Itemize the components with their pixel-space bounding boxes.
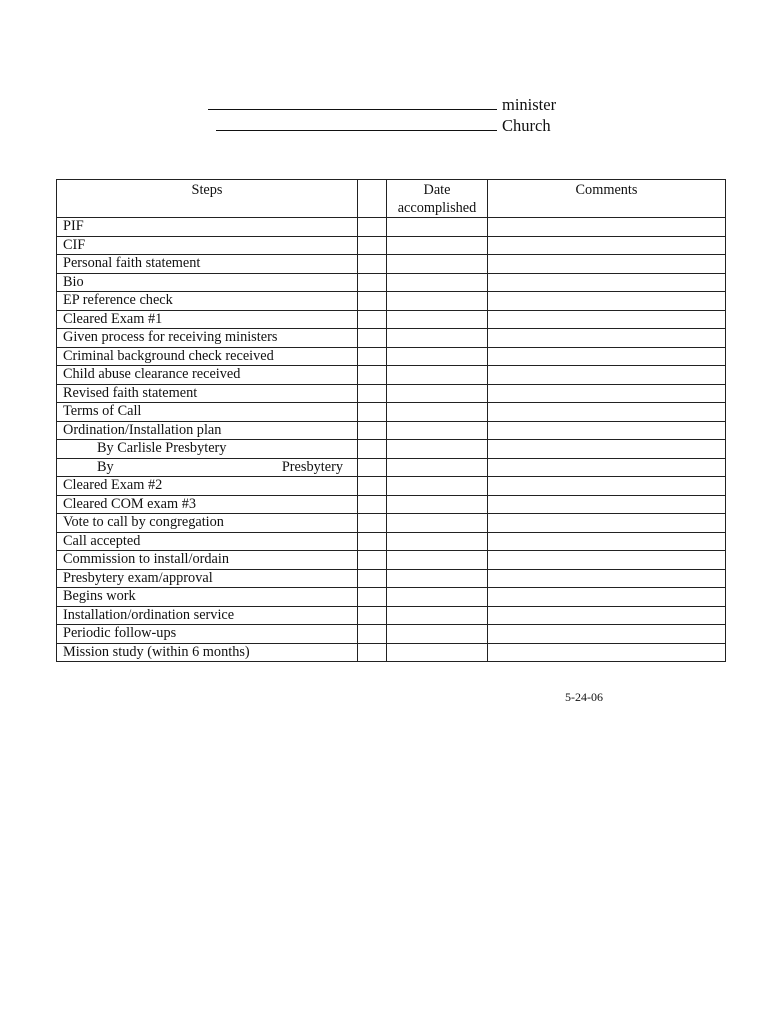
date-accomplished-cell[interactable] [387, 625, 488, 644]
table-row [57, 403, 726, 422]
check-cell[interactable] [358, 421, 387, 440]
check-cell[interactable] [358, 218, 387, 237]
check-cell[interactable] [358, 514, 387, 533]
church-label: Church [502, 116, 551, 135]
check-cell[interactable] [358, 236, 387, 255]
step-label-text: Commission to install/ordain [63, 551, 230, 568]
table-row [57, 532, 726, 551]
date-accomplished-cell[interactable] [387, 532, 488, 551]
table-row [57, 477, 726, 496]
check-column-header [358, 180, 387, 218]
table-row [57, 588, 726, 607]
comments-cell[interactable] [488, 532, 726, 551]
step-label-text: Installation/ordination service [63, 606, 235, 623]
date-accomplished-cell[interactable] [387, 477, 488, 496]
check-cell[interactable] [358, 366, 387, 385]
date-accomplished-cell[interactable] [387, 569, 488, 588]
step-label [57, 310, 358, 329]
step-label [57, 514, 358, 533]
check-cell[interactable] [358, 625, 387, 644]
step-label [57, 384, 358, 403]
step-label-text: Vote to call by congregation [63, 514, 224, 531]
check-cell[interactable] [358, 292, 387, 311]
minister-line [208, 94, 556, 115]
date-accomplished-cell[interactable] [387, 347, 488, 366]
check-cell[interactable] [358, 532, 387, 551]
comments-cell[interactable] [488, 421, 726, 440]
step-label-text: Ordination/Installation plan [63, 421, 222, 438]
table-row [57, 551, 726, 570]
comments-cell[interactable] [488, 514, 726, 533]
minister-label: minister [502, 95, 557, 114]
step-label [57, 255, 358, 274]
date-accomplished-cell[interactable] [387, 292, 488, 311]
date-accomplished-cell[interactable] [387, 218, 488, 237]
table-row [57, 514, 726, 533]
step-label-text: Personal faith statement [63, 255, 201, 272]
check-cell[interactable] [358, 643, 387, 662]
date-accomplished-cell[interactable] [387, 588, 488, 607]
table-row [57, 329, 726, 348]
minister-name-blank[interactable] [208, 94, 497, 110]
steps-column-header: Steps [57, 180, 358, 218]
step-label-text: By [97, 458, 114, 475]
step-label [57, 458, 358, 477]
table-header-row [57, 180, 726, 218]
step-label-text: Cleared Exam #2 [63, 477, 163, 494]
step-label-text: Criminal background check received [63, 347, 274, 364]
step-label-text: Bio [63, 273, 84, 290]
step-label [57, 625, 358, 644]
check-cell[interactable] [358, 440, 387, 459]
comments-column-header: Comments [488, 180, 726, 218]
step-label-text: Begins work [63, 588, 136, 605]
table-row [57, 421, 726, 440]
table-row [57, 366, 726, 385]
step-label [57, 477, 358, 496]
step-label [57, 569, 358, 588]
step-label-text: Revised faith statement [63, 384, 198, 401]
check-cell[interactable] [358, 384, 387, 403]
check-cell[interactable] [358, 255, 387, 274]
date-accomplished-cell[interactable] [387, 384, 488, 403]
comments-cell[interactable] [488, 588, 726, 607]
comments-cell[interactable] [488, 551, 726, 570]
check-cell[interactable] [358, 310, 387, 329]
comments-cell[interactable] [488, 255, 726, 274]
step-label-text: Cleared COM exam #3 [63, 495, 197, 512]
check-cell[interactable] [358, 569, 387, 588]
date-accomplished-cell[interactable] [387, 643, 488, 662]
date-accomplished-cell[interactable] [387, 403, 488, 422]
step-label [57, 347, 358, 366]
step-label [57, 588, 358, 607]
comments-cell[interactable] [488, 606, 726, 625]
comments-cell[interactable] [488, 347, 726, 366]
step-label [57, 606, 358, 625]
checklist-body [57, 218, 726, 662]
date-accomplished-cell[interactable] [387, 458, 488, 477]
step-label-text: Given process for receiving ministers [63, 329, 278, 346]
comments-cell[interactable] [488, 384, 726, 403]
date-accomplished-cell[interactable] [387, 366, 488, 385]
date-accomplished-cell[interactable] [387, 255, 488, 274]
date-accomplished-cell[interactable] [387, 551, 488, 570]
table-row [57, 218, 726, 237]
comments-cell[interactable] [488, 477, 726, 496]
table-row [57, 569, 726, 588]
step-label-text: Presbytery exam/approval [63, 569, 213, 586]
step-label-text: EP reference check [63, 292, 173, 309]
table-row [57, 643, 726, 662]
comments-cell[interactable] [488, 625, 726, 644]
check-cell[interactable] [358, 458, 387, 477]
table-row [57, 273, 726, 292]
comments-cell[interactable] [488, 218, 726, 237]
table-row [57, 384, 726, 403]
date-accomplished-cell[interactable] [387, 329, 488, 348]
step-label-text: CIF [63, 236, 86, 253]
check-cell[interactable] [358, 403, 387, 422]
step-label [57, 440, 358, 459]
comments-cell[interactable] [488, 569, 726, 588]
step-label [57, 273, 358, 292]
date-accomplished-cell[interactable] [387, 273, 488, 292]
check-cell[interactable] [358, 606, 387, 625]
check-cell[interactable] [358, 273, 387, 292]
date-accomplished-cell[interactable] [387, 514, 488, 533]
check-cell[interactable] [358, 329, 387, 348]
step-label [57, 643, 358, 662]
comments-cell[interactable] [488, 643, 726, 662]
table-row [57, 625, 726, 644]
table-row [57, 606, 726, 625]
table-row [57, 255, 726, 274]
table-row [57, 236, 726, 255]
comments-cell[interactable] [488, 329, 726, 348]
check-cell[interactable] [358, 347, 387, 366]
date-accomplished-column-header: Date accomplished [387, 180, 488, 218]
table-row [57, 310, 726, 329]
comments-cell[interactable] [488, 310, 726, 329]
step-label [57, 218, 358, 237]
comments-cell[interactable] [488, 495, 726, 514]
step-label [57, 495, 358, 514]
step-label [57, 329, 358, 348]
step-label-text: Call accepted [63, 532, 141, 549]
date-accomplished-cell[interactable] [387, 440, 488, 459]
step-label-text: Child abuse clearance received [63, 366, 241, 383]
church-line [216, 115, 551, 136]
step-label [57, 551, 358, 570]
step-label-suffix: Presbytery [281, 458, 343, 475]
step-label-text: Mission study (within 6 months) [63, 643, 250, 660]
table-row [57, 495, 726, 514]
comments-cell[interactable] [488, 403, 726, 422]
comments-cell[interactable] [488, 236, 726, 255]
comments-cell[interactable] [488, 273, 726, 292]
date-accomplished-cell[interactable] [387, 310, 488, 329]
date-accomplished-cell[interactable] [387, 236, 488, 255]
step-label-text: Periodic follow-ups [63, 625, 177, 642]
table-row [57, 347, 726, 366]
step-label [57, 292, 358, 311]
step-label [57, 532, 358, 551]
revision-date: 5-24-06 [565, 690, 603, 704]
comments-cell[interactable] [488, 440, 726, 459]
check-cell[interactable] [358, 551, 387, 570]
table-row [57, 440, 726, 459]
step-label [57, 403, 358, 422]
step-label-text: PIF [63, 218, 84, 235]
church-name-blank[interactable] [216, 115, 497, 131]
step-label [57, 236, 358, 255]
comments-cell[interactable] [488, 458, 726, 477]
step-label-text: By Carlisle Presbytery [97, 440, 227, 457]
date-accomplished-cell[interactable] [387, 495, 488, 514]
step-label [57, 366, 358, 385]
table-row [57, 292, 726, 311]
comments-cell[interactable] [488, 292, 726, 311]
step-label-text: Cleared Exam #1 [63, 310, 163, 327]
date-accomplished-cell[interactable] [387, 606, 488, 625]
step-label [57, 421, 358, 440]
step-label-text: Terms of Call [63, 403, 142, 420]
date-accomplished-cell[interactable] [387, 421, 488, 440]
comments-cell[interactable] [488, 366, 726, 385]
check-cell[interactable] [358, 495, 387, 514]
steps-checklist-table [56, 179, 726, 662]
check-cell[interactable] [358, 588, 387, 607]
check-cell[interactable] [358, 477, 387, 496]
table-row [57, 458, 726, 477]
